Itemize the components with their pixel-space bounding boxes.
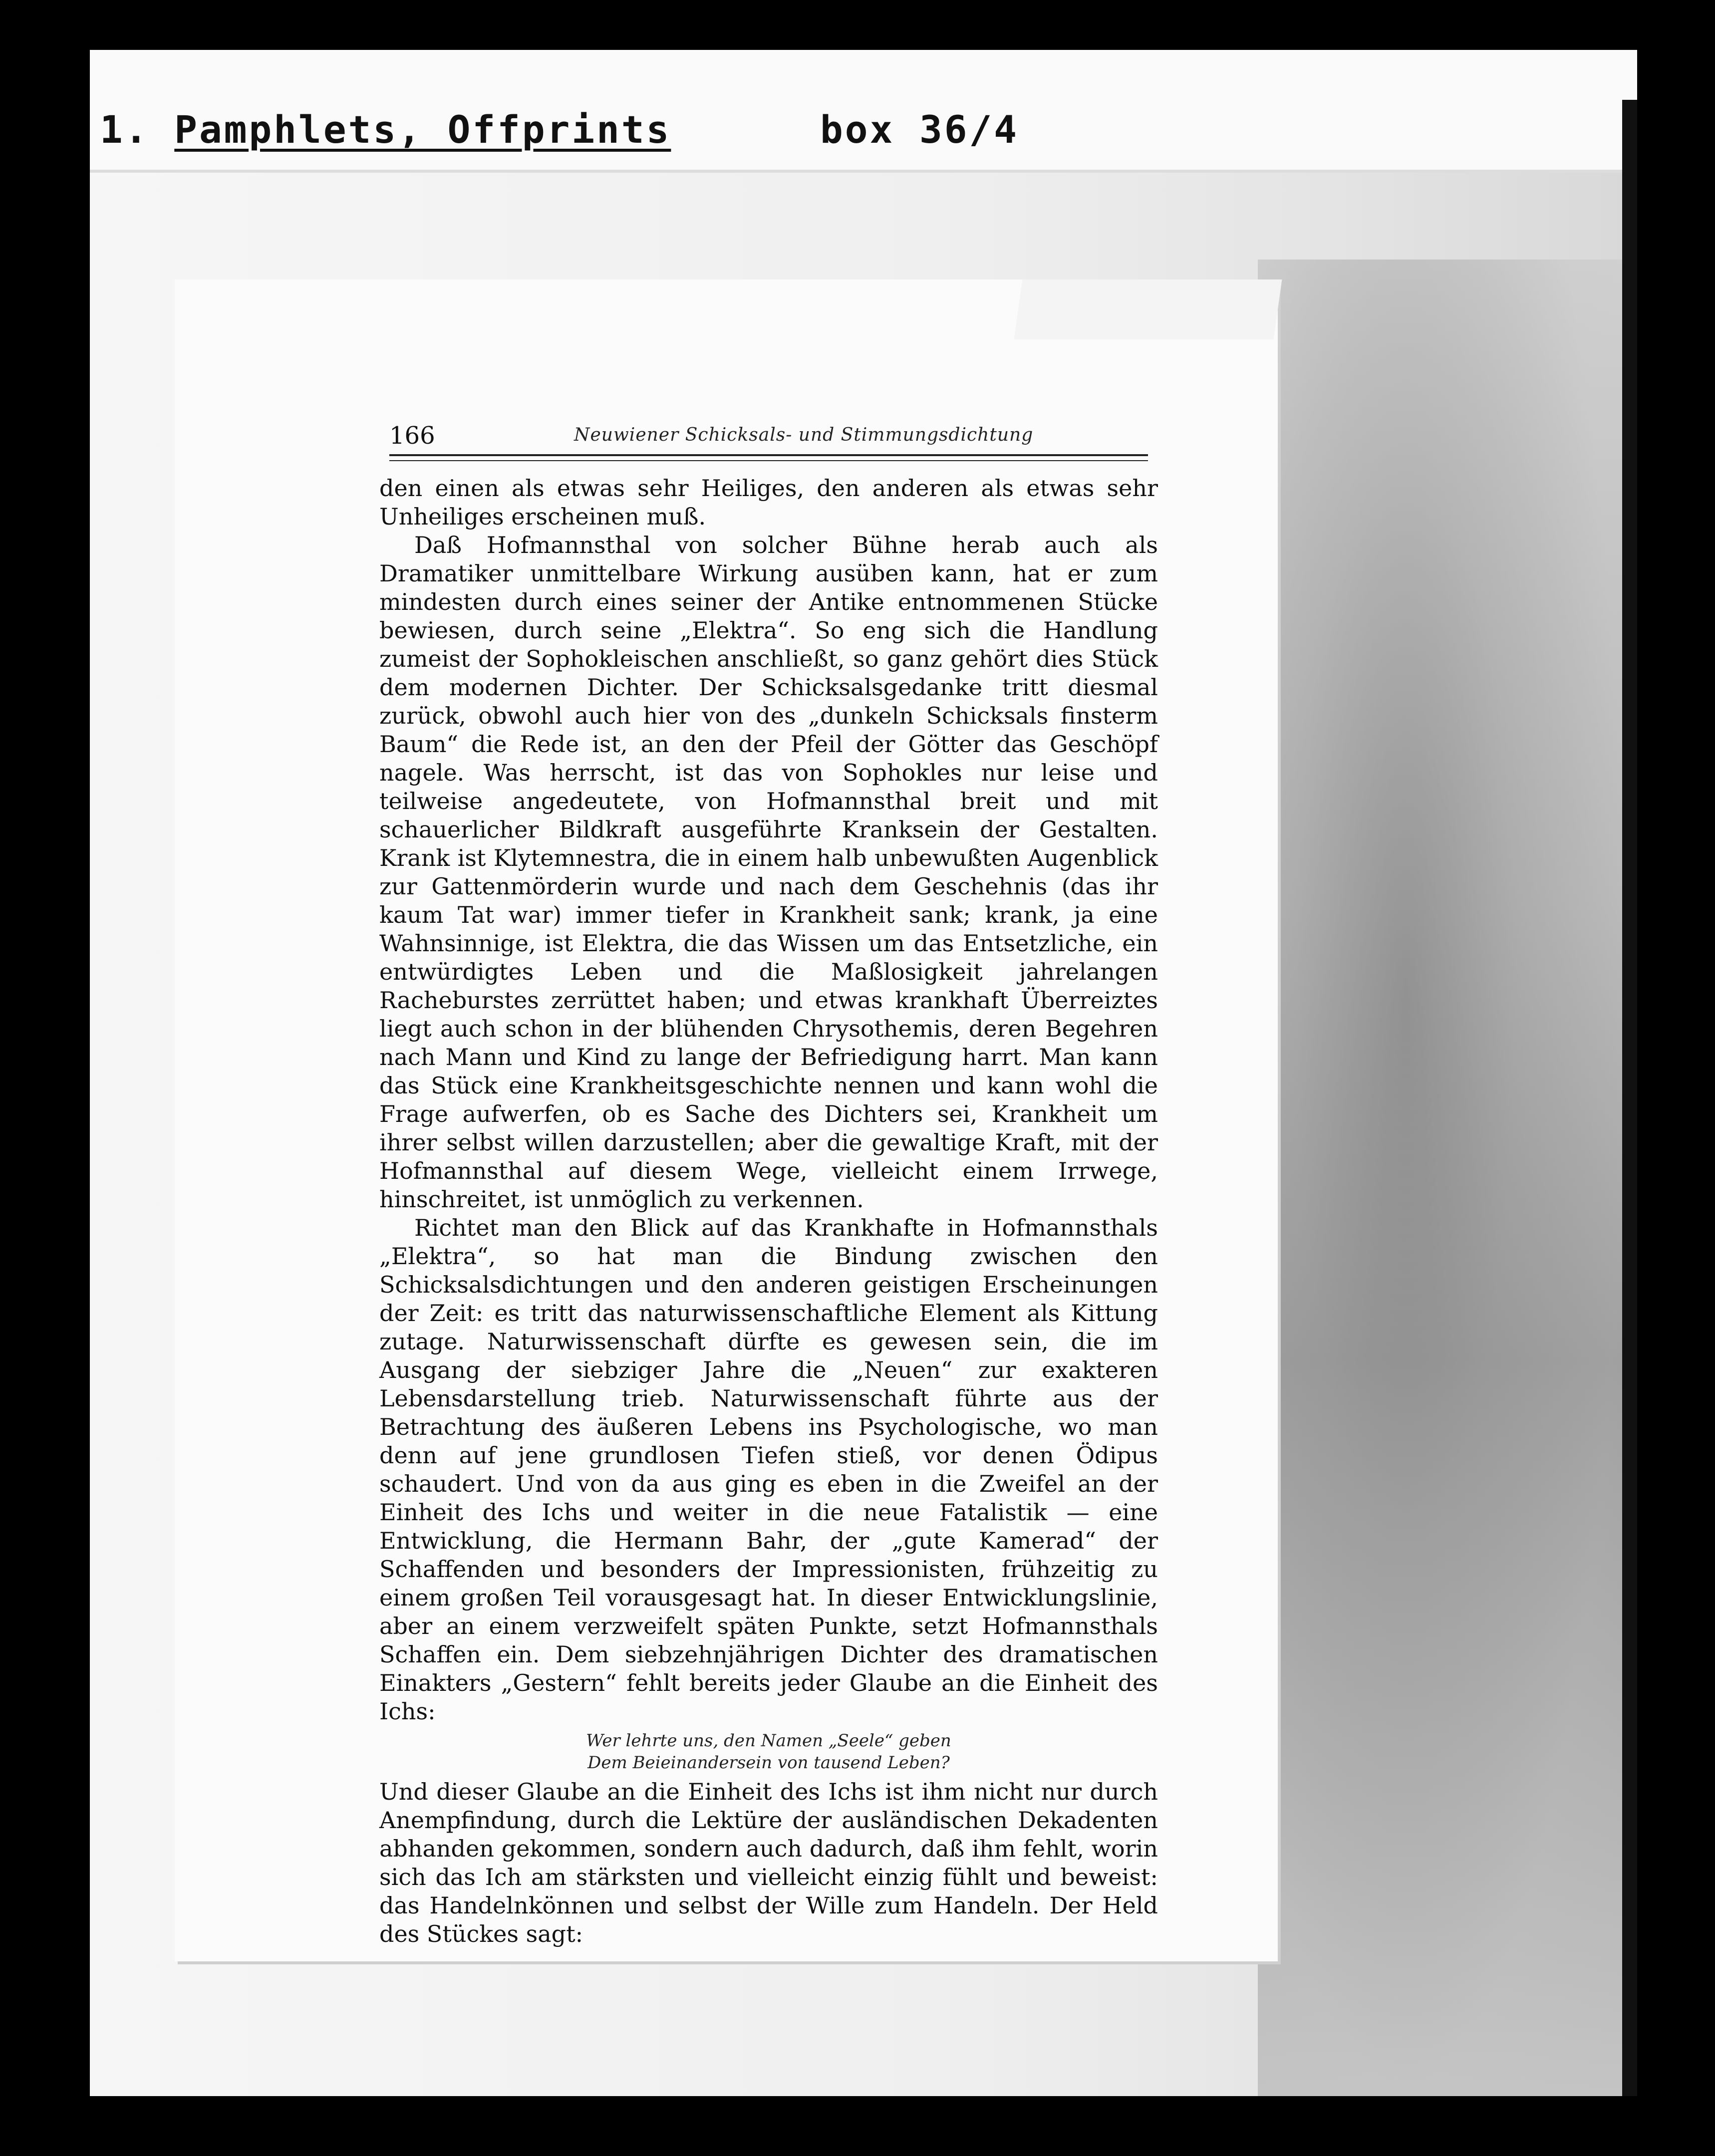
label-number: 1. [100,107,150,152]
verse-quote [379,1730,1158,1774]
head-rule-thick [389,454,1148,456]
article-body [379,474,1158,1948]
running-head-title: Neuwiener Schicksals- und Stimmungsdichtung [574,425,1034,445]
archive-label [100,107,1019,152]
running-head [389,422,1148,452]
page-number: 166 [389,422,435,450]
paragraph-3: Richtet man den Blick auf das Krankhafte in Hofmannsthals „Elektra“, so hat man die Bindung zwischen den Schicksalsdichtungen und den anderen geistigen Erscheinungen der Zeit: es tritt das naturwissenschaftliche Element als Kittung zutage. Naturwissenschaft dürfte es gewesen sein, die im Ausgang der siebziger Jahre die „Neuen“ zur exakteren Lebensdarstellung trieb. Naturwissenschaft führte aus der Betrachtung des äußeren Lebens ins Psychologische, wo man denn auf jene grundlosen Tiefen stieß, vor denen Ödipus schaudert. Und von da aus ging es eben in die Zweifel an der Einheit des Ichs und weiter in die neue Fatalistik — eine Entwicklung, die Hermann Bahr, der „gute Kamerad“ der Schaffenden und besonders der Impressionisten, frühzeitig zu einem großen Teil vorausgesagt hat. In dieser Entwicklungslinie, aber an einem verzweifelt späten Punkte, setzt Hofmannsthals Schaffen ein. Dem siebzehnjährigen Dichter des dramatischen Einakters „Gestern“ fehlt bereits jeder Glaube an die Einheit des Ichs: [379,1214,1158,1725]
paragraph-1: den einen als etwas sehr Heiliges, den anderen als etwas sehr Unheiliges erscheinen muß. [379,475,1158,530]
verse-line-1: Wer lehrte uns, den Namen „Seele“ geben [586,1731,951,1751]
grey-backing-board [1258,260,1627,2096]
backing-board-edge [1622,100,1637,2096]
label-box: box 36/4 [820,107,1019,152]
paragraph-4: Und dieser Glaube an die Einheit des Ichs ist ihm nicht nur durch Anempfindung, durch die Lektüre der ausländischen Dekadenten abhanden gekommen, sondern auch dadurch, daß ihm fehlt, worin sich das Ich am stärksten und vielleicht einzig fühlt und beweist: das Handelnkönnen und selbst der Wille zum Handeln. Der Held des Stückes sagt: [379,1778,1158,1947]
head-rule-thin [389,460,1148,461]
verse-line-2: Dem Beieinandersein von tausend Leben? [587,1753,950,1773]
label-series: Pamphlets, Offprints [174,107,671,152]
paragraph-2: Daß Hofmannsthal von solcher Bühne herab auch als Dramatiker unmittelbare Wirkung ausüben kann, hat er zum mindesten durch eines seiner der Antike entnommenen Stücke bewiesen, durch seine „Elektra“. So eng sich die Handlung zumeist der Sophokleischen anschließt, so ganz gehört dies Stück dem modernen Dichter. Der Schicksalsgedanke tritt diesmal zurück, obwohl auch hier von des „dunkeln Schicksals finsterm Baum“ die Rede ist, an den der Pfeil der Götter das Geschöpf nagele. Was herrscht, ist das von Sophokles nur leise und teilweise angedeutete, von Hofmannsthal breit und mit schauerlicher Bildkraft ausgeführte Kranksein der Gestalten. Krank ist Klytemnestra, die in einem halb unbewußten Augenblick zur Gattenmörderin wurde und nach dem Geschehnis (das ihr kaum Tat war) immer tiefer in Krankheit sank; krank, ja eine Wahnsinnige, ist Elektra, die das Wissen um das Entsetzliche, ein entwürdigtes Leben und die Maßlosigkeit jahrelangen Racheburstes zerrüttet haben; und etwas krankhaft Überreiztes liegt auch schon in der blühenden Chrysothemis, deren Begehren nach Mann und Kind zu lange der Befriedigung harrt. Man kann das Stück eine Krankheitsgeschichte nennen und kann wohl die Frage aufwerfen, ob es Sache des Dichters sei, Krankheit um ihrer selbst willen darzustellen; aber die gewaltige Kraft, mit der Hofmannsthal auf diesem Wege, vielleicht einem Irrwege, hinschreitet, ist unmöglich zu verkennen. [379,532,1158,1213]
page-torn-corner [1014,279,1282,339]
